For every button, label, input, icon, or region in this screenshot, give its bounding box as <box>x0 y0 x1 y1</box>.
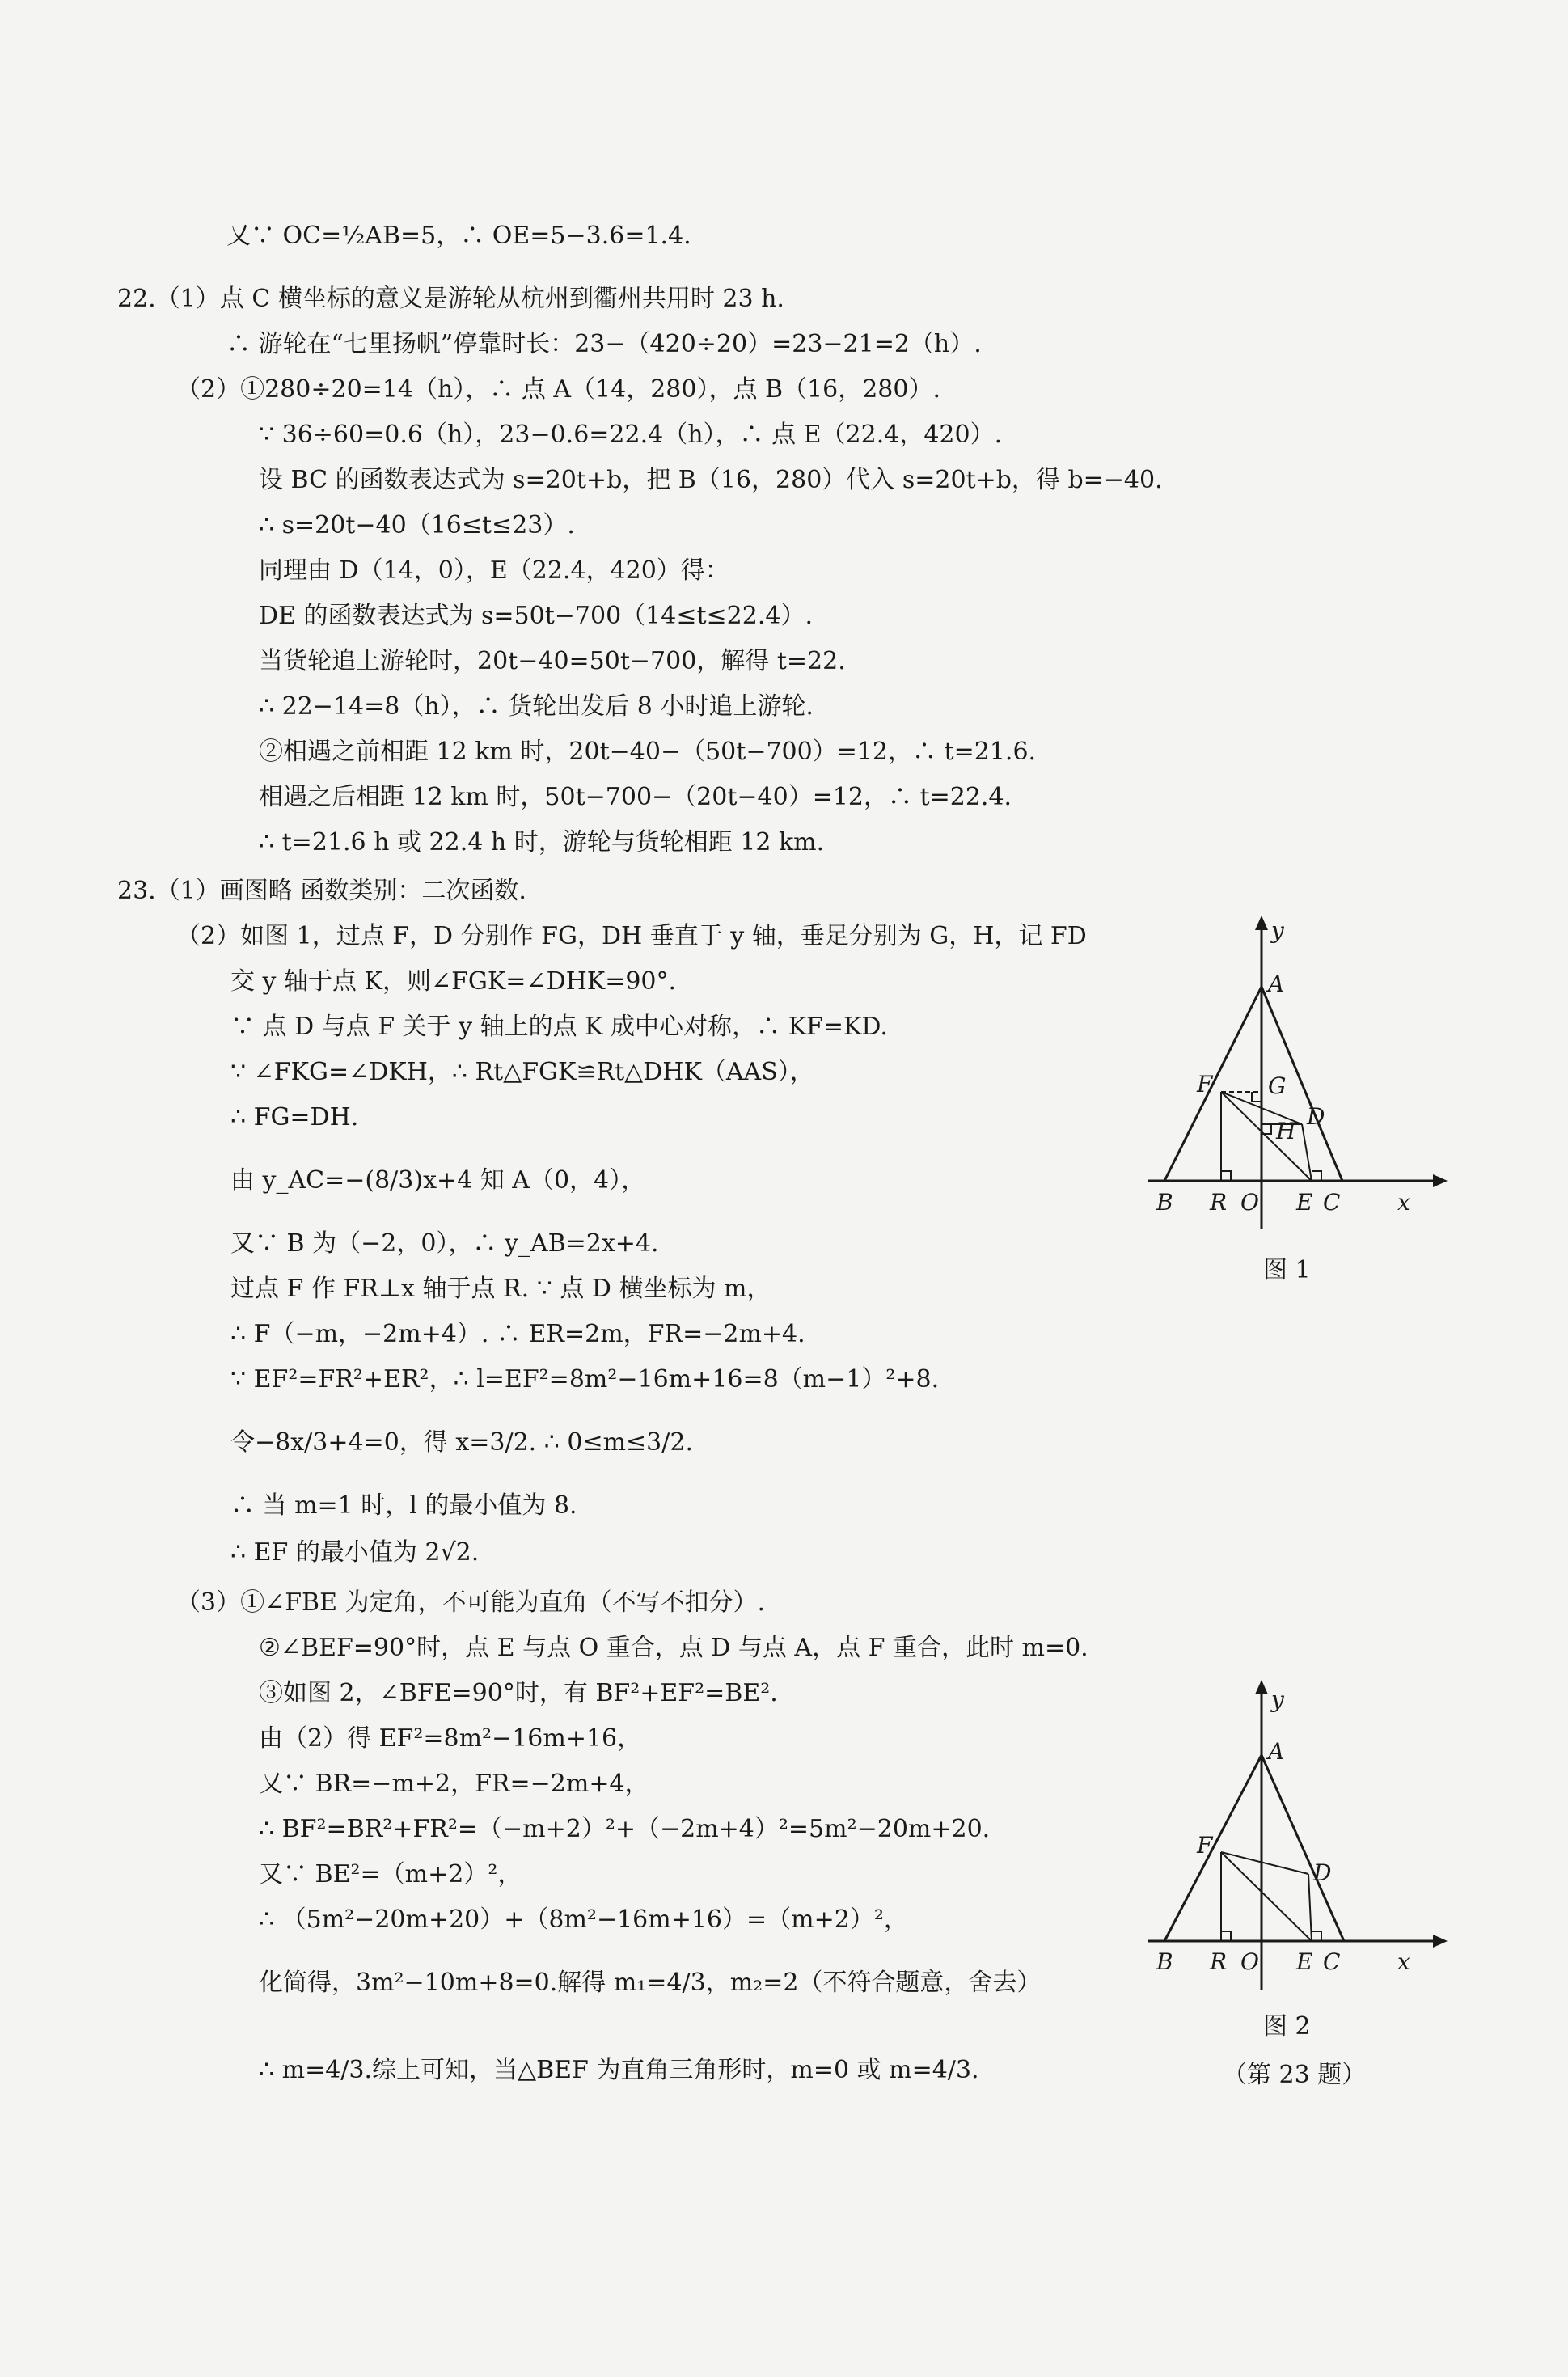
fig1-label-f: F <box>1197 1071 1213 1098</box>
fig2-y-arrow <box>1255 1680 1268 1694</box>
fig2-label-c: C <box>1323 1948 1341 1975</box>
fig2-label-e: E <box>1296 1948 1313 1975</box>
fig1-label-h: H <box>1276 1118 1296 1144</box>
q23-part2: （2）如图 1，过点 F，D 分别作 FG，DH 垂直于 y 轴，垂足分别为 G，H，记 FD <box>176 922 1087 950</box>
line-range-m: 令−8x/3+4=0，得 x=3/2. ∴ 0≤m≤3/2. <box>230 1428 693 1457</box>
line-bc-expr: 设 BC 的函数表达式为 s=20t+b，把 B（16，280）代入 s=20t+b，得 b=−40. <box>259 466 1163 494</box>
line-bef-90: ②∠BEF=90°时，点 E 与点 O 重合，点 D 与点 A，点 F 重合，此时 m=0. <box>259 1634 1088 1662</box>
fig1-label-a: A <box>1268 971 1285 997</box>
fig2-right-angle-e <box>1312 1931 1321 1941</box>
fig2-x-arrow <box>1433 1935 1448 1948</box>
q23-part1: 23.（1）画图略 函数类别：二次函数. <box>117 877 526 905</box>
line-after-meet: 相遇之后相距 12 km 时，50t−700−（20t−40）=12，∴ t=22.4. <box>259 783 1012 811</box>
line-conclusion-22: ∴ t=21.6 h 或 22.4 h 时，游轮与货轮相距 12 km. <box>259 828 825 856</box>
fig2-label-f: F <box>1197 1832 1213 1859</box>
line-point-f: ∴ F（−m，−2m+4）. ∴ ER=2m，FR=−2m+4. <box>230 1320 805 1348</box>
line-min-ef: ∴ EF 的最小值为 2√2. <box>230 1538 480 1567</box>
line-8-hours: ∴ 22−14=8（h），∴ 货轮出发后 8 小时追上游轮. <box>259 692 814 721</box>
line-equation: ∴ （5m²−20m+20）+（8m²−16m+16）=（m+2）²， <box>259 1905 908 1934</box>
fig2-right-angle-r <box>1221 1931 1231 1941</box>
fig1-label-r: R <box>1210 1189 1228 1216</box>
fig2-label-a: A <box>1268 1738 1285 1765</box>
fig1-label-o: O <box>1240 1189 1259 1216</box>
line-congruent: ∵ ∠FKG=∠DKH，∴ Rt△FGK≌Rt△DHK（AAS）， <box>230 1058 814 1086</box>
line-bfe-90: ③如图 2，∠BFE=90°时，有 BF²+EF²=BE². <box>259 1679 778 1707</box>
line-bf-squared: ∴ BF²=BR²+FR²=（−m+2）²+（−2m+4）²=5m²−20m+20. <box>259 1815 991 1843</box>
figure-2-caption: 图 2 <box>1263 2012 1311 2041</box>
fig1-label-x: x <box>1397 1189 1410 1216</box>
fig1-line-ab <box>1164 987 1262 1181</box>
fig2-line-ac <box>1262 1755 1344 1941</box>
fig2-label-y: y <box>1271 1686 1284 1713</box>
line-catch-up: 当货轮追上游轮时，20t−40=50t−700，解得 t=22. <box>259 647 846 675</box>
line-yac: 由 y_AC=−(8/3)x+4 知 A（0，4）， <box>230 1166 646 1195</box>
fig2-line-fe <box>1221 1852 1312 1941</box>
line-from-2: 由（2）得 EF²=8m²−16m+16， <box>259 1724 642 1753</box>
line-stop-time: ∴ 游轮在“七里扬帆”停靠时长：23−（420÷20）=23−21=2（h）. <box>226 330 982 358</box>
line-final: ∴ m=4/3.综上可知，当△BEF 为直角三角形时，m=0 或 m=4/3. <box>259 2056 979 2084</box>
line-be-squared: 又∵ BE²=（m+2）²， <box>259 1860 522 1888</box>
fig1-line-fe <box>1221 1092 1312 1181</box>
figure-2 <box>1132 1678 1448 2002</box>
figure-1-caption: 图 1 <box>1263 1256 1311 1284</box>
fig1-label-y: y <box>1271 917 1284 944</box>
q23-part3: （3）①∠FBE 为定角，不可能为直角（不写不扣分）. <box>176 1588 766 1617</box>
q22-part2: （2）①280÷20=14（h），∴ 点 A（14，280），点 B（16，280）. <box>176 375 941 404</box>
line-ef-squared: ∵ EF²=FR²+ER²，∴ l=EF²=8m²−16m+16=8（m−1）²+8. <box>230 1365 940 1394</box>
fig1-label-d: D <box>1307 1103 1325 1130</box>
line-min-l: ∴ 当 m=1 时，l 的最小值为 8. <box>230 1491 577 1520</box>
fig2-label-d: D <box>1313 1859 1332 1886</box>
fig2-line-fd <box>1221 1852 1308 1874</box>
q22-part1: 22.（1）点 C 横坐标的意义是游轮从杭州到衢州共用时 23 h. <box>117 285 784 313</box>
line-de-expr: DE 的函数表达式为 s=50t−700（14≤t≤22.4）. <box>259 602 814 630</box>
line-point-e: ∵ 36÷60=0.6（h），23−0.6=22.4（h），∴ 点 E（22.4，420）. <box>259 421 1003 449</box>
line-br-fr: 又∵ BR=−m+2，FR=−2m+4， <box>259 1770 649 1798</box>
question-23-caption: （第 23 题） <box>1223 2061 1367 2089</box>
fig1-label-e: E <box>1296 1189 1313 1216</box>
line-fg-dh: ∴ FG=DH. <box>230 1103 359 1131</box>
fig2-label-o: O <box>1240 1948 1259 1975</box>
fig1-right-angle-g <box>1252 1092 1262 1102</box>
fig2-label-b: B <box>1156 1948 1173 1975</box>
fig1-right-angle-r <box>1221 1171 1231 1181</box>
line-symmetric: ∵ 点 D 与点 F 关于 y 轴上的点 K 成中心对称，∴ KF=KD. <box>230 1013 888 1041</box>
figure-1 <box>1132 914 1448 1254</box>
fig2-line-ab <box>1164 1755 1262 1941</box>
fig2-line-de <box>1308 1874 1312 1941</box>
line-simplify: 化简得，3m²−10m+8=0.解得 m₁=4/3，m₂=2（不符合题意，舍去） <box>259 1969 1042 1997</box>
line-before-meet: ②相遇之前相距 12 km 时，20t−40−（50t−700）=12，∴ t=21.6. <box>259 738 1037 766</box>
fig1-right-angle-e <box>1312 1171 1321 1181</box>
line-bc-result: ∴ s=20t−40（16≤t≤23）. <box>259 511 575 539</box>
line-fr: 过点 F 作 FR⊥x 轴于点 R. ∵ 点 D 横坐标为 m， <box>230 1275 771 1303</box>
line-oc: 又∵ OC=½AB=5，∴ OE=5−3.6=1.4. <box>226 222 691 250</box>
fig1-label-g: G <box>1268 1072 1287 1099</box>
fig1-y-arrow <box>1255 916 1268 930</box>
line-similarly: 同理由 D（14，0），E（22.4，420）得： <box>259 556 729 585</box>
fig2-label-r: R <box>1210 1948 1228 1975</box>
fig2-label-x: x <box>1397 1948 1410 1975</box>
line-intersect-k: 交 y 轴于点 K，则∠FGK=∠DHK=90°. <box>230 967 677 996</box>
fig1-label-b: B <box>1156 1189 1173 1216</box>
line-yab: 又∵ B 为（−2，0），∴ y_AB=2x+4. <box>230 1229 659 1258</box>
fig1-x-arrow <box>1433 1174 1448 1187</box>
fig1-label-c: C <box>1323 1189 1341 1216</box>
